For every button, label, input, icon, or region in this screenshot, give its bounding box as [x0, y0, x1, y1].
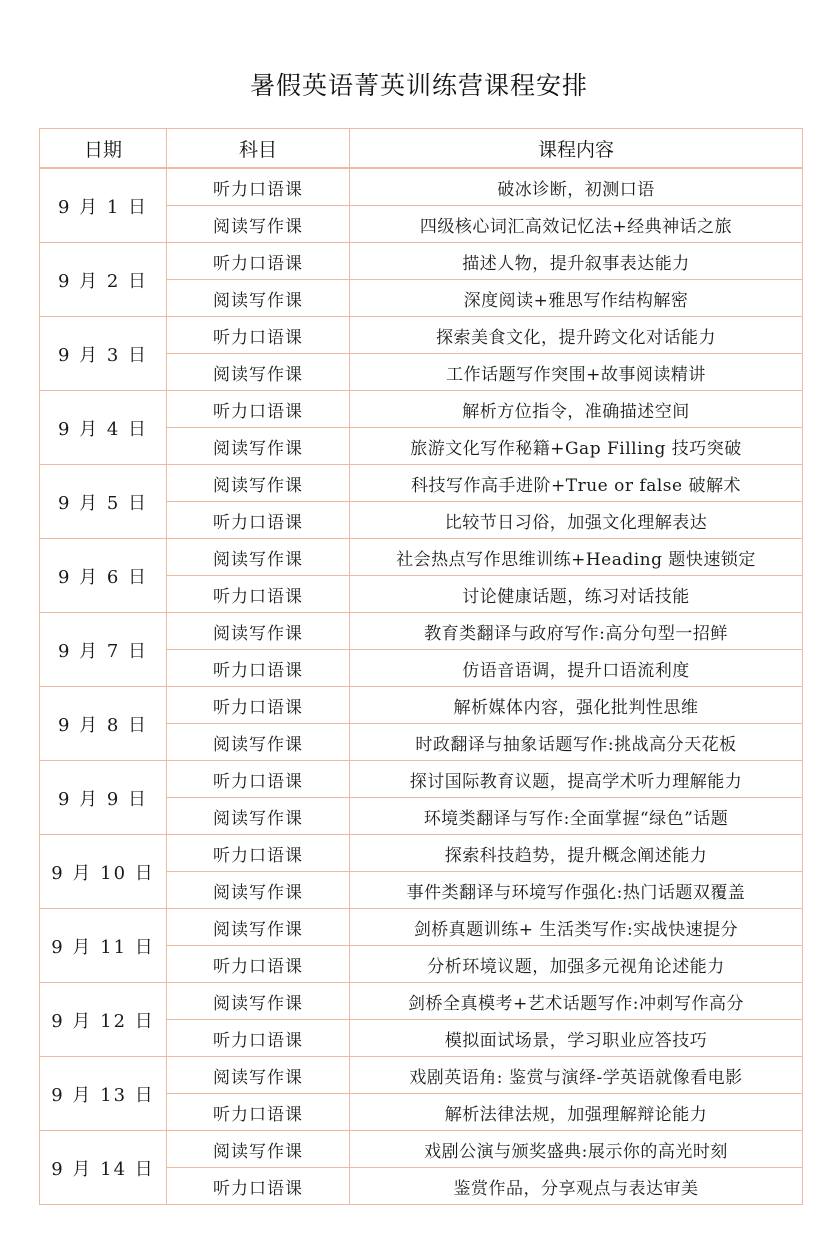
subject-cell: 听力口语课 — [167, 687, 350, 724]
table-row — [40, 465, 803, 502]
subject-cell: 听力口语课 — [167, 1168, 350, 1205]
content-cell: 讨论健康话题，练习对话技能 — [350, 576, 803, 613]
subject-cell: 听力口语课 — [167, 761, 350, 798]
date-cell: 9 月 5 日 — [40, 465, 167, 539]
subject-cell: 阅读写作课 — [167, 613, 350, 650]
content-cell: 事件类翻译与环境写作强化:热门话题双覆盖 — [350, 872, 803, 909]
date-cell: 9 月 13 日 — [40, 1057, 167, 1131]
table-row — [40, 909, 803, 946]
content-cell: 比较节日习俗，加强文化理解表达 — [350, 502, 803, 539]
subject-cell: 阅读写作课 — [167, 798, 350, 835]
content-cell: 探索科技趋势，提升概念阐述能力 — [350, 835, 803, 872]
subject-cell: 阅读写作课 — [167, 465, 350, 502]
date-cell: 9 月 6 日 — [40, 539, 167, 613]
page-title: 暑假英语菁英训练营课程安排 — [249, 71, 588, 100]
table-row — [40, 613, 803, 650]
content-cell: 描述人物，提升叙事表达能力 — [350, 243, 803, 280]
content-cell: 工作话题写作突围+故事阅读精讲 — [350, 354, 803, 391]
header-content: 课程内容 — [350, 129, 803, 169]
table-row — [40, 539, 803, 576]
subject-cell: 听力口语课 — [167, 243, 350, 280]
content-cell: 探讨国际教育议题，提高学术听力理解能力 — [350, 761, 803, 798]
table-row — [40, 317, 803, 354]
date-cell: 9 月 4 日 — [40, 391, 167, 465]
date-cell: 9 月 1 日 — [40, 168, 167, 243]
content-cell: 剑桥全真模考+艺术话题写作:冲刺写作高分 — [350, 983, 803, 1020]
content-cell: 旅游文化写作秘籍+Gap Filling 技巧突破 — [350, 428, 803, 465]
content-cell: 科技写作高手进阶+True or false 破解术 — [350, 465, 803, 502]
date-cell: 9 月 8 日 — [40, 687, 167, 761]
date-cell: 9 月 3 日 — [40, 317, 167, 391]
subject-cell: 听力口语课 — [167, 576, 350, 613]
subject-cell: 阅读写作课 — [167, 206, 350, 243]
content-cell: 教育类翻译与政府写作:高分句型一招鲜 — [350, 613, 803, 650]
subject-cell: 阅读写作课 — [167, 983, 350, 1020]
subject-cell: 听力口语课 — [167, 391, 350, 428]
date-cell: 9 月 10 日 — [40, 835, 167, 909]
subject-cell: 阅读写作课 — [167, 1057, 350, 1094]
table-row — [40, 1131, 803, 1168]
table-row — [40, 835, 803, 872]
table-row — [40, 983, 803, 1020]
header-subject: 科目 — [167, 129, 350, 169]
subject-cell: 听力口语课 — [167, 835, 350, 872]
content-cell: 鉴赏作品，分享观点与表达审美 — [350, 1168, 803, 1205]
content-cell: 破冰诊断，初测口语 — [350, 168, 803, 206]
subject-cell: 听力口语课 — [167, 502, 350, 539]
content-cell: 解析媒体内容，强化批判性思维 — [350, 687, 803, 724]
table-row — [40, 1057, 803, 1094]
content-cell: 时政翻译与抽象话题写作:挑战高分天花板 — [350, 724, 803, 761]
schedule-table — [39, 128, 803, 1205]
date-cell: 9 月 11 日 — [40, 909, 167, 983]
content-cell: 解析法律法规，加强理解辩论能力 — [350, 1094, 803, 1131]
content-cell: 解析方位指令，准确描述空间 — [350, 391, 803, 428]
subject-cell: 听力口语课 — [167, 1094, 350, 1131]
content-cell: 戏剧公演与颁奖盛典:展示你的高光时刻 — [350, 1131, 803, 1168]
content-cell: 社会热点写作思维训练+Heading 题快速锁定 — [350, 539, 803, 576]
table-row — [40, 687, 803, 724]
content-cell: 剑桥真题训练+ 生活类写作:实战快速提分 — [350, 909, 803, 946]
content-cell: 环境类翻译与写作:全面掌握“绿色”话题 — [350, 798, 803, 835]
subject-cell: 阅读写作课 — [167, 724, 350, 761]
table-row — [40, 243, 803, 280]
date-cell: 9 月 9 日 — [40, 761, 167, 835]
subject-cell: 听力口语课 — [167, 1020, 350, 1057]
date-cell: 9 月 7 日 — [40, 613, 167, 687]
table-row — [40, 761, 803, 798]
content-cell: 模拟面试场景，学习职业应答技巧 — [350, 1020, 803, 1057]
content-cell: 探索美食文化，提升跨文化对话能力 — [350, 317, 803, 354]
subject-cell: 听力口语课 — [167, 946, 350, 983]
table-row — [40, 391, 803, 428]
date-cell: 9 月 12 日 — [40, 983, 167, 1057]
subject-cell: 听力口语课 — [167, 317, 350, 354]
subject-cell: 听力口语课 — [167, 168, 350, 206]
content-cell: 分析环境议题，加强多元视角论述能力 — [350, 946, 803, 983]
content-cell: 戏剧英语角: 鉴赏与演绎-学英语就像看电影 — [350, 1057, 803, 1094]
content-cell: 四级核心词汇高效记忆法+经典神话之旅 — [350, 206, 803, 243]
header-row — [40, 129, 803, 169]
content-cell: 仿语音语调，提升口语流利度 — [350, 650, 803, 687]
schedule-body — [40, 168, 803, 1205]
header-date: 日期 — [40, 129, 167, 169]
date-cell: 9 月 14 日 — [40, 1131, 167, 1205]
subject-cell: 听力口语课 — [167, 650, 350, 687]
subject-cell: 阅读写作课 — [167, 909, 350, 946]
subject-cell: 阅读写作课 — [167, 1131, 350, 1168]
date-cell: 9 月 2 日 — [40, 243, 167, 317]
subject-cell: 阅读写作课 — [167, 428, 350, 465]
subject-cell: 阅读写作课 — [167, 354, 350, 391]
subject-cell: 阅读写作课 — [167, 280, 350, 317]
table-row — [40, 168, 803, 206]
content-cell: 深度阅读+雅思写作结构解密 — [350, 280, 803, 317]
subject-cell: 阅读写作课 — [167, 872, 350, 909]
subject-cell: 阅读写作课 — [167, 539, 350, 576]
